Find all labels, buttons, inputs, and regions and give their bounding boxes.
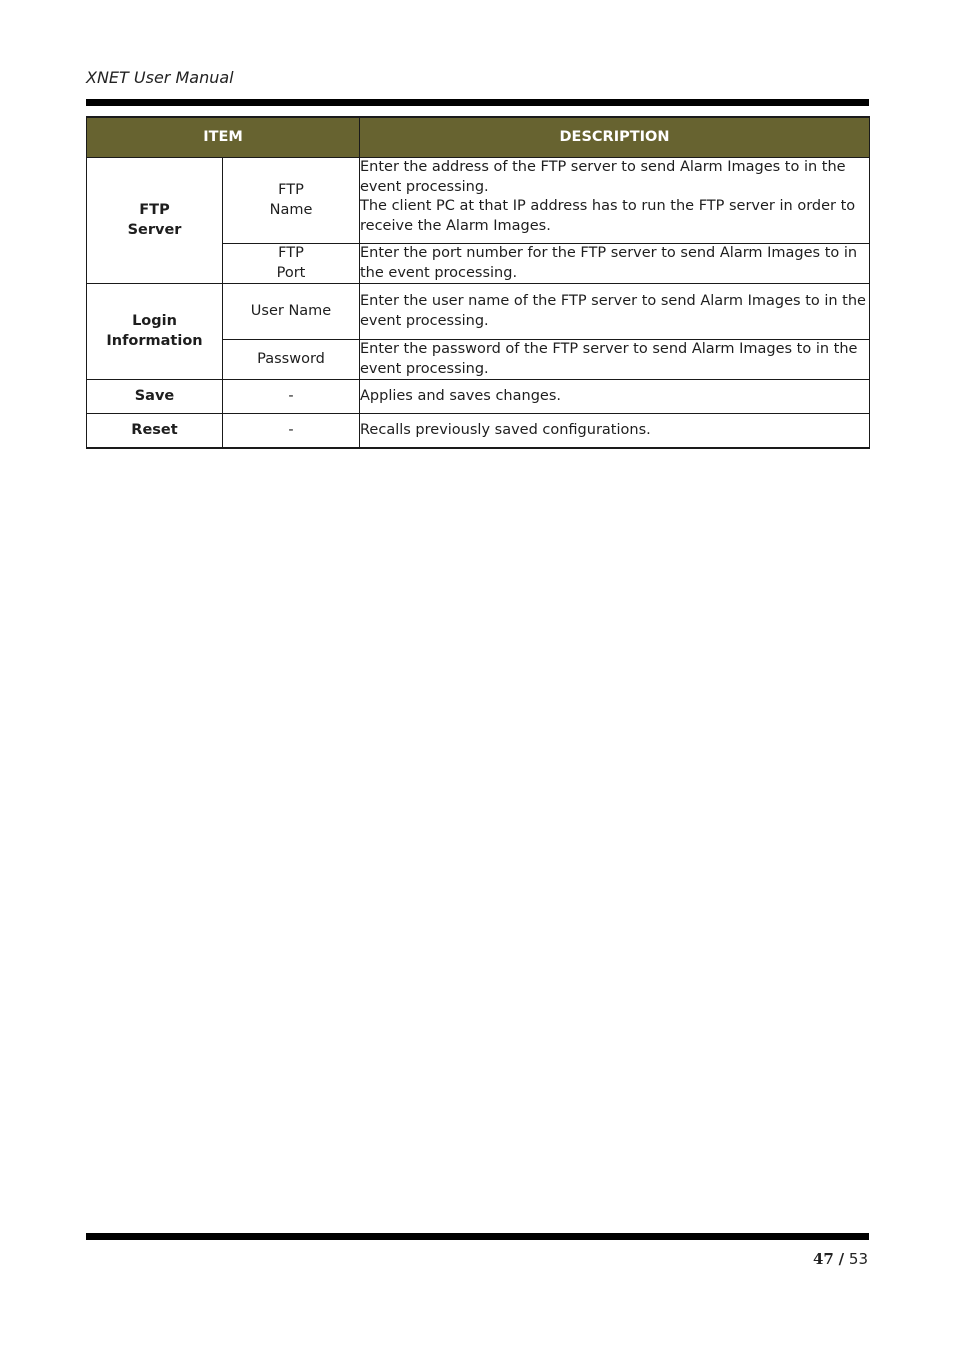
table-header-row	[87, 117, 870, 158]
footer-rule	[86, 1233, 869, 1240]
table-row	[87, 158, 870, 244]
sub-item-save: -	[223, 380, 360, 414]
description-user-name: Enter the user name of the FTP server to send Alarm Images to in the event processing.	[360, 284, 870, 340]
sub-item-password: Password	[223, 340, 360, 380]
description-reset: Recalls previously saved configurations.	[360, 414, 870, 448]
sub-item-ftp-port: FTP Port	[223, 244, 360, 284]
header-rule	[86, 99, 869, 106]
description-ftp-name: Enter the address of the FTP server to send Alarm Images to in the event processing. The client PC at that IP address has to run the FTP server in order to receive the Alarm Images.	[360, 158, 870, 244]
current-page: 47	[812, 1250, 834, 1268]
sub-item-ftp-name: FTP Name	[223, 158, 360, 244]
description-column-header: DESCRIPTION	[360, 117, 870, 158]
item-column-header: ITEM	[87, 117, 360, 158]
sub-item-reset: -	[223, 414, 360, 448]
table-row	[87, 284, 870, 340]
document-title: XNET User Manual	[86, 68, 234, 87]
item-login-information: Login Information	[87, 284, 223, 380]
description-password: Enter the password of the FTP server to send Alarm Images to in the event processing.	[360, 340, 870, 380]
description-ftp-port: Enter the port number for the FTP server to send Alarm Images to in the event processing.	[360, 244, 870, 284]
table-row	[87, 380, 870, 414]
page-separator: /	[838, 1250, 845, 1268]
table-row	[87, 414, 870, 448]
settings-table	[86, 116, 870, 449]
sub-item-user-name: User Name	[223, 284, 360, 340]
item-reset: Reset	[87, 414, 223, 448]
item-ftp-server: FTP Server	[87, 158, 223, 284]
page-number	[813, 1250, 868, 1268]
item-save: Save	[87, 380, 223, 414]
total-pages: 53	[848, 1250, 868, 1268]
description-save: Applies and saves changes.	[360, 380, 870, 414]
